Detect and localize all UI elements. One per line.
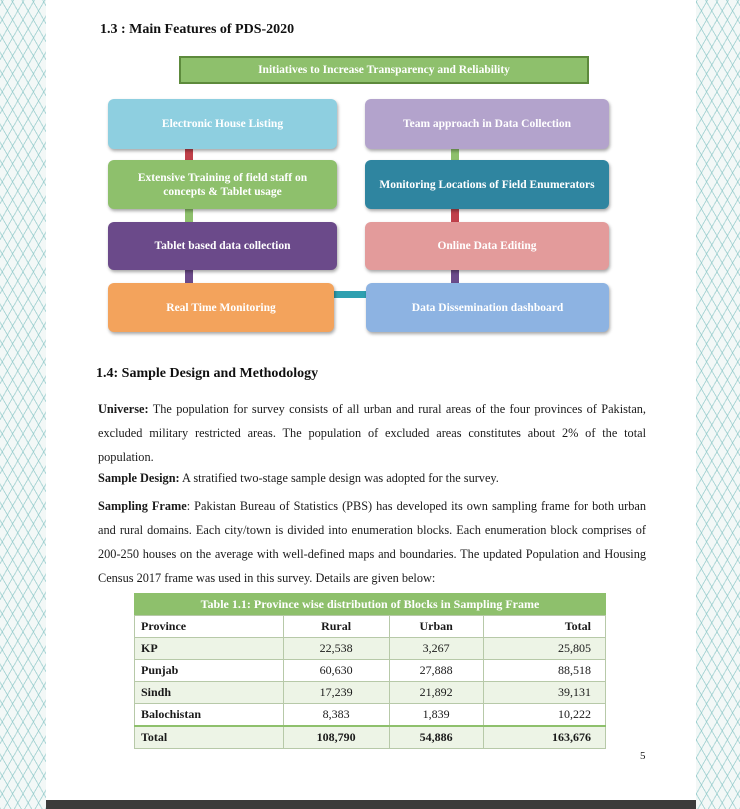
horizontal-connector bbox=[334, 291, 366, 298]
section-title: Sample Design and Methodology bbox=[121, 366, 319, 381]
real-time-monitoring-box: Real Time Monitoring bbox=[108, 283, 334, 332]
cell-total-urban: 54,886 bbox=[389, 726, 483, 749]
cell-province: Balochistan bbox=[135, 704, 284, 727]
cell-rural: 60,630 bbox=[283, 660, 389, 682]
cell-total: 88,518 bbox=[483, 660, 605, 682]
table-total-row bbox=[135, 726, 606, 749]
cell-province: KP bbox=[135, 638, 284, 660]
section-number: 1.4 bbox=[96, 366, 114, 381]
monitoring-locations-box: Monitoring Locations of Field Enumerators bbox=[365, 160, 609, 209]
section-title: Main Features of PDS-2020 bbox=[129, 22, 295, 37]
cell-total-total: 163,676 bbox=[483, 726, 605, 749]
universe-text: The population for survey consists of all urban and rural areas of the four provinces of Pakistan, excluded military restricted areas. The population of excluded areas constitutes about 2% of the total population. bbox=[98, 402, 646, 464]
left-border-pattern bbox=[0, 0, 46, 809]
section-heading-1-4 bbox=[96, 366, 318, 382]
bottom-rule bbox=[46, 800, 696, 809]
cell-total-rural: 108,790 bbox=[283, 726, 389, 749]
cell-total: 39,131 bbox=[483, 682, 605, 704]
heading-separator: : bbox=[113, 366, 122, 381]
table-header-row bbox=[135, 616, 606, 638]
table-row bbox=[135, 704, 606, 727]
cell-urban: 21,892 bbox=[389, 682, 483, 704]
data-dissemination-dashboard-box: Data Dissemination dashboard bbox=[366, 283, 609, 332]
table-row bbox=[135, 660, 606, 682]
page-number: 5 bbox=[640, 750, 646, 762]
cell-urban: 1,839 bbox=[389, 704, 483, 727]
cell-total-label: Total bbox=[135, 726, 284, 749]
cell-province: Sindh bbox=[135, 682, 284, 704]
team-approach-box: Team approach in Data Collection bbox=[365, 99, 609, 149]
sampling-frame-text: : Pakistan Bureau of Statistics (PBS) has developed its own sampling frame for both urban and rural domains. Each city/town is divided into enumeration blocks. Each enumeration block comprises of 200-250 houses on the average with well-defined maps and boundaries. The updated Population and Housing Census 2017 frame was used in this survey. Details are given below: bbox=[98, 499, 646, 585]
header-urban: Urban bbox=[389, 616, 483, 638]
features-diagram bbox=[46, 0, 696, 340]
cell-rural: 17,239 bbox=[283, 682, 389, 704]
online-data-editing-box: Online Data Editing bbox=[365, 222, 609, 270]
sampling-frame-label: Sampling Frame bbox=[98, 499, 187, 513]
province-blocks-table bbox=[134, 593, 606, 749]
header-province: Province bbox=[135, 616, 284, 638]
cell-rural: 8,383 bbox=[283, 704, 389, 727]
right-border-pattern bbox=[694, 0, 740, 809]
tablet-based-box: Tablet based data collection bbox=[108, 222, 337, 270]
diagram-title-box: Initiatives to Increase Transparency and Reliability bbox=[179, 56, 589, 84]
sample-design-paragraph bbox=[98, 466, 646, 490]
cell-province: Punjab bbox=[135, 660, 284, 682]
sample-design-text: A stratified two-stage sample design was adopted for the survey. bbox=[179, 471, 499, 485]
cell-urban: 27,888 bbox=[389, 660, 483, 682]
cell-rural: 22,538 bbox=[283, 638, 389, 660]
universe-paragraph bbox=[98, 397, 646, 469]
extensive-training-box: Extensive Training of field staff on concepts & Tablet usage bbox=[108, 160, 337, 209]
table-row bbox=[135, 682, 606, 704]
universe-label: Universe: bbox=[98, 402, 149, 416]
cell-total: 25,805 bbox=[483, 638, 605, 660]
section-number: 1.3 bbox=[100, 22, 118, 37]
sampling-frame-paragraph bbox=[98, 494, 646, 590]
sample-design-label: Sample Design: bbox=[98, 471, 180, 485]
electronic-house-listing-box: Electronic House Listing bbox=[108, 99, 337, 149]
table-row bbox=[135, 638, 606, 660]
header-total: Total bbox=[483, 616, 605, 638]
document-page bbox=[46, 0, 696, 800]
cell-total: 10,222 bbox=[483, 704, 605, 727]
table-caption: Table 1.1: Province wise distribution of Blocks in Sampling Frame bbox=[134, 593, 606, 615]
cell-urban: 3,267 bbox=[389, 638, 483, 660]
heading-separator: : bbox=[117, 22, 130, 37]
header-rural: Rural bbox=[283, 616, 389, 638]
